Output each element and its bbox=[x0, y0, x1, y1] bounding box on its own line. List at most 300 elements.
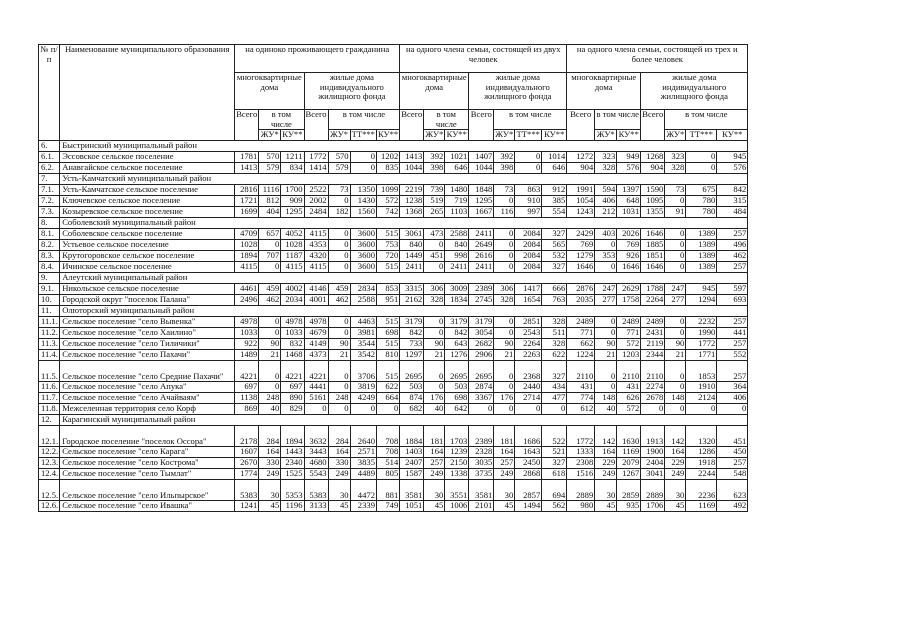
value-cell: 863 bbox=[515, 185, 542, 196]
value-cell: 21 bbox=[259, 350, 281, 361]
value-cell: 265 bbox=[424, 207, 445, 218]
value-cell: 0 bbox=[717, 404, 748, 415]
header-individual: жилые дома индивидуального жилищного фонда bbox=[469, 73, 567, 110]
value-cell: 257 bbox=[424, 458, 445, 469]
value-cell: 4249 bbox=[350, 393, 376, 404]
value-cell: 1295 bbox=[469, 196, 494, 207]
value-cell: 576 bbox=[617, 163, 641, 174]
value-cell: 4146 bbox=[304, 284, 328, 295]
value-cell: 30 bbox=[665, 480, 686, 501]
value-cell: 90 bbox=[595, 339, 617, 350]
value-cell: 4463 bbox=[350, 317, 376, 328]
value-cell: 2404 bbox=[641, 458, 665, 469]
value-cell: 2489 bbox=[641, 317, 665, 328]
value-cell: 392 bbox=[494, 152, 515, 163]
table-row bbox=[39, 328, 748, 339]
value-cell: 73 bbox=[494, 185, 515, 196]
value-cell: 0 bbox=[424, 262, 445, 273]
value-cell: 0 bbox=[686, 404, 717, 415]
value-cell: 473 bbox=[424, 229, 445, 240]
value-cell: 1667 bbox=[469, 207, 494, 218]
value-cell: 1413 bbox=[400, 152, 424, 163]
value-cell: 2411 bbox=[445, 262, 469, 273]
value-cell: 881 bbox=[376, 480, 399, 501]
value-cell: 835 bbox=[376, 163, 399, 174]
value-cell: 780 bbox=[686, 196, 717, 207]
value-cell: 682 bbox=[400, 404, 424, 415]
value-cell: 0 bbox=[494, 328, 515, 339]
value-cell: 257 bbox=[717, 317, 748, 328]
value-cell: 2889 bbox=[567, 480, 595, 501]
value-cell: 0 bbox=[350, 163, 376, 174]
value-cell: 2649 bbox=[469, 240, 494, 251]
value-cell: 622 bbox=[376, 382, 399, 393]
value-cell: 1758 bbox=[617, 295, 641, 306]
value-cell: 2110 bbox=[617, 361, 641, 382]
value-cell: 229 bbox=[595, 458, 617, 469]
value-cell: 1788 bbox=[641, 284, 665, 295]
value-cell: 0 bbox=[424, 317, 445, 328]
value-cell: 327 bbox=[542, 458, 567, 469]
value-cell: 484 bbox=[717, 207, 748, 218]
header-incl: в том числе bbox=[494, 110, 567, 130]
value-cell: 4221 bbox=[281, 361, 304, 382]
header-incl: в том числе bbox=[424, 110, 469, 130]
row-number: 7.2. bbox=[39, 196, 60, 207]
value-cell: 1494 bbox=[515, 501, 542, 512]
header-individual: жилые дома индивидуального жилищного фонда bbox=[304, 73, 400, 110]
value-cell: 1884 bbox=[400, 426, 424, 447]
value-cell: 0 bbox=[328, 240, 350, 251]
value-cell: 1430 bbox=[350, 196, 376, 207]
header-zhu: ЖУ* bbox=[328, 130, 350, 141]
value-cell: 247 bbox=[595, 284, 617, 295]
row-number: 11.8. bbox=[39, 404, 60, 415]
value-cell: 327 bbox=[542, 262, 567, 273]
value-cell: 1028 bbox=[235, 240, 259, 251]
value-cell: 1703 bbox=[445, 426, 469, 447]
value-cell: 0 bbox=[515, 152, 542, 163]
value-cell: 0 bbox=[350, 152, 376, 163]
value-cell: 249 bbox=[494, 469, 515, 480]
value-cell: 0 bbox=[328, 361, 350, 382]
header-zhu: ЖУ* bbox=[595, 130, 617, 141]
value-cell: 664 bbox=[376, 393, 399, 404]
value-cell: 2110 bbox=[641, 361, 665, 382]
value-cell: 0 bbox=[542, 404, 567, 415]
value-cell: 2859 bbox=[617, 480, 641, 501]
value-cell: 1851 bbox=[641, 251, 665, 262]
value-cell: 1587 bbox=[400, 469, 424, 480]
value-cell: 181 bbox=[424, 426, 445, 447]
table-row bbox=[39, 240, 748, 251]
value-cell: 459 bbox=[259, 284, 281, 295]
value-cell: 697 bbox=[235, 382, 259, 393]
value-cell: 0 bbox=[665, 196, 686, 207]
row-number: 6. bbox=[39, 141, 60, 152]
value-cell: 2236 bbox=[686, 480, 717, 501]
value-cell: 1368 bbox=[400, 207, 424, 218]
value-cell: 5543 bbox=[304, 469, 328, 480]
value-cell: 5353 bbox=[281, 480, 304, 501]
table-row bbox=[39, 185, 748, 196]
value-cell: 707 bbox=[259, 251, 281, 262]
value-cell: 1630 bbox=[617, 426, 641, 447]
value-cell: 0 bbox=[595, 361, 617, 382]
value-cell: 1721 bbox=[235, 196, 259, 207]
value-cell: 4978 bbox=[235, 317, 259, 328]
value-cell: 40 bbox=[424, 404, 445, 415]
value-cell: 30 bbox=[259, 480, 281, 501]
header-group-single: на одиноко проживающего гражданина bbox=[235, 45, 400, 73]
table-row bbox=[39, 350, 748, 361]
value-cell: 249 bbox=[595, 469, 617, 480]
value-cell: 2431 bbox=[641, 328, 665, 339]
value-cell: 277 bbox=[665, 295, 686, 306]
value-cell: 1033 bbox=[281, 328, 304, 339]
value-cell: 1643 bbox=[515, 447, 542, 458]
value-cell: 926 bbox=[617, 251, 641, 262]
row-number: 9.1. bbox=[39, 284, 60, 295]
row-number: 11.1. bbox=[39, 317, 60, 328]
value-cell: 3009 bbox=[445, 284, 469, 295]
value-cell: 1646 bbox=[617, 262, 641, 273]
value-cell: 769 bbox=[617, 240, 641, 251]
value-cell: 330 bbox=[259, 458, 281, 469]
value-cell: 2389 bbox=[469, 284, 494, 295]
value-cell: 0 bbox=[328, 328, 350, 339]
value-cell: 73 bbox=[665, 185, 686, 196]
value-cell: 90 bbox=[494, 339, 515, 350]
value-cell: 21 bbox=[328, 350, 350, 361]
value-cell: 249 bbox=[665, 469, 686, 480]
value-cell: 0 bbox=[686, 163, 717, 174]
value-cell: 4978 bbox=[281, 317, 304, 328]
value-cell: 2489 bbox=[617, 317, 641, 328]
settlement-name: Сельское поселение "село Ачайваям" bbox=[60, 393, 235, 404]
value-cell: 2543 bbox=[515, 328, 542, 339]
district-name: Быстринский муниципальный район bbox=[60, 141, 748, 152]
value-cell: 4680 bbox=[304, 458, 328, 469]
value-cell: 1294 bbox=[686, 295, 717, 306]
value-cell: 698 bbox=[445, 393, 469, 404]
value-cell: 642 bbox=[445, 404, 469, 415]
table-row bbox=[39, 295, 748, 306]
value-cell: 3581 bbox=[469, 480, 494, 501]
value-cell: 2344 bbox=[641, 350, 665, 361]
row-number: 12.3. bbox=[39, 458, 60, 469]
value-cell: 164 bbox=[595, 447, 617, 458]
table-row bbox=[39, 262, 748, 273]
value-cell: 306 bbox=[494, 284, 515, 295]
value-cell: 3600 bbox=[350, 240, 376, 251]
value-cell: 450 bbox=[717, 447, 748, 458]
value-cell: 2034 bbox=[281, 295, 304, 306]
value-cell: 1772 bbox=[304, 152, 328, 163]
value-cell: 1607 bbox=[235, 447, 259, 458]
value-cell: 0 bbox=[494, 240, 515, 251]
value-cell: 1407 bbox=[469, 152, 494, 163]
value-cell: 1853 bbox=[686, 361, 717, 382]
table-row bbox=[39, 339, 748, 350]
row-number: 7.3. bbox=[39, 207, 60, 218]
value-cell: 229 bbox=[665, 458, 686, 469]
value-cell: 2629 bbox=[617, 284, 641, 295]
value-cell: 4353 bbox=[304, 240, 328, 251]
value-cell: 1706 bbox=[641, 501, 665, 512]
value-cell: 2084 bbox=[515, 229, 542, 240]
table-row bbox=[39, 152, 748, 163]
value-cell: 4320 bbox=[304, 251, 328, 262]
value-cell: 45 bbox=[595, 501, 617, 512]
value-cell: 3600 bbox=[350, 251, 376, 262]
value-cell: 0 bbox=[259, 240, 281, 251]
value-cell: 2084 bbox=[515, 262, 542, 273]
value-cell: 353 bbox=[595, 251, 617, 262]
value-cell: 2244 bbox=[686, 469, 717, 480]
value-cell: 1990 bbox=[686, 328, 717, 339]
value-cell: 519 bbox=[424, 196, 445, 207]
settlement-name: Сельское поселение "село Хаилино" bbox=[60, 328, 235, 339]
value-cell: 0 bbox=[595, 328, 617, 339]
value-cell: 698 bbox=[376, 328, 399, 339]
value-cell: 5383 bbox=[235, 480, 259, 501]
value-cell: 459 bbox=[328, 284, 350, 295]
value-cell: 749 bbox=[376, 501, 399, 512]
value-cell: 1099 bbox=[376, 185, 399, 196]
value-cell: 45 bbox=[328, 501, 350, 512]
value-cell: 3600 bbox=[350, 262, 376, 273]
value-cell: 840 bbox=[400, 240, 424, 251]
value-cell: 2714 bbox=[515, 393, 542, 404]
value-cell: 3981 bbox=[350, 328, 376, 339]
value-cell: 1646 bbox=[641, 262, 665, 273]
value-cell: 2150 bbox=[445, 458, 469, 469]
header-zhu: ЖУ* bbox=[666, 129, 685, 140]
value-cell: 771 bbox=[567, 328, 595, 339]
value-cell: 4472 bbox=[350, 480, 376, 501]
section-row bbox=[39, 141, 748, 152]
value-cell: 3835 bbox=[350, 458, 376, 469]
value-cell: 2035 bbox=[567, 295, 595, 306]
value-cell: 1138 bbox=[235, 393, 259, 404]
value-cell: 511 bbox=[542, 328, 567, 339]
value-cell: 1211 bbox=[281, 152, 304, 163]
value-cell: 21 bbox=[494, 350, 515, 361]
value-cell: 2411 bbox=[469, 229, 494, 240]
row-number: 11.4. bbox=[39, 350, 60, 361]
value-cell: 2906 bbox=[469, 350, 494, 361]
value-cell: 164 bbox=[259, 447, 281, 458]
value-cell: 248 bbox=[259, 393, 281, 404]
value-cell: 477 bbox=[542, 393, 567, 404]
value-cell: 2695 bbox=[445, 361, 469, 382]
value-cell: 1417 bbox=[515, 284, 542, 295]
row-number: 8.3. bbox=[39, 251, 60, 262]
value-cell: 1350 bbox=[350, 185, 376, 196]
value-cell: 693 bbox=[717, 295, 748, 306]
value-cell: 623 bbox=[717, 480, 748, 501]
value-cell: 2411 bbox=[400, 262, 424, 273]
value-cell: 1320 bbox=[686, 426, 717, 447]
value-cell: 462 bbox=[328, 295, 350, 306]
value-cell: 904 bbox=[641, 163, 665, 174]
value-cell: 323 bbox=[665, 152, 686, 163]
value-cell: 148 bbox=[595, 393, 617, 404]
value-cell: 2695 bbox=[469, 361, 494, 382]
value-cell: 572 bbox=[617, 404, 641, 415]
value-cell: 1389 bbox=[686, 251, 717, 262]
value-cell: 0 bbox=[494, 361, 515, 382]
row-number: 8.2. bbox=[39, 240, 60, 251]
value-cell: 2484 bbox=[304, 207, 328, 218]
value-cell: 249 bbox=[424, 469, 445, 480]
value-cell: 0 bbox=[469, 404, 494, 415]
value-cell: 277 bbox=[595, 295, 617, 306]
value-cell: 708 bbox=[376, 426, 399, 447]
value-cell: 4002 bbox=[281, 284, 304, 295]
value-cell: 1044 bbox=[469, 163, 494, 174]
header-ku: КУ** bbox=[377, 129, 399, 140]
value-cell: 1054 bbox=[567, 196, 595, 207]
value-cell: 398 bbox=[494, 163, 515, 174]
value-cell: 1403 bbox=[400, 447, 424, 458]
header-ku: КУ** bbox=[618, 129, 639, 140]
value-cell: 1095 bbox=[641, 196, 665, 207]
value-cell: 622 bbox=[542, 350, 567, 361]
district-name: Олюторский муниципальный район bbox=[60, 306, 748, 317]
value-cell: 1654 bbox=[515, 295, 542, 306]
value-cell: 4115 bbox=[304, 229, 328, 240]
document-page bbox=[38, 44, 748, 512]
value-cell: 21 bbox=[665, 350, 686, 361]
value-cell: 1646 bbox=[567, 262, 595, 273]
district-name: Соболевский муниципальный район bbox=[60, 218, 748, 229]
value-cell: 1021 bbox=[445, 152, 469, 163]
value-cell: 45 bbox=[424, 501, 445, 512]
value-cell: 0 bbox=[424, 328, 445, 339]
value-cell: 406 bbox=[595, 196, 617, 207]
value-cell: 3551 bbox=[445, 480, 469, 501]
value-cell: 2450 bbox=[515, 458, 542, 469]
district-name: Карагинский муниципальный район bbox=[60, 415, 748, 426]
value-cell: 1918 bbox=[686, 458, 717, 469]
value-cell: 4115 bbox=[304, 262, 328, 273]
value-cell: 212 bbox=[595, 207, 617, 218]
table-row bbox=[39, 317, 748, 328]
value-cell: 842 bbox=[717, 185, 748, 196]
value-cell: 0 bbox=[424, 240, 445, 251]
value-cell: 753 bbox=[376, 240, 399, 251]
value-cell: 2640 bbox=[350, 426, 376, 447]
value-cell: 73 bbox=[328, 185, 350, 196]
section-row bbox=[39, 415, 748, 426]
settlement-name: Сельское поселение "село Кострома" bbox=[60, 458, 235, 469]
value-cell: 1286 bbox=[686, 447, 717, 458]
header-total: Всего bbox=[400, 110, 424, 141]
value-cell: 0 bbox=[424, 382, 445, 393]
value-cell: 780 bbox=[686, 207, 717, 218]
value-cell: 40 bbox=[259, 404, 281, 415]
value-cell: 3315 bbox=[400, 284, 424, 295]
value-cell: 1169 bbox=[686, 501, 717, 512]
value-cell: 247 bbox=[665, 284, 686, 295]
value-cell: 1338 bbox=[445, 469, 469, 480]
value-cell: 0 bbox=[259, 328, 281, 339]
value-cell: 257 bbox=[717, 361, 748, 382]
value-cell: 0 bbox=[665, 317, 686, 328]
value-cell: 675 bbox=[686, 185, 717, 196]
settlement-name: Сельское поселение "село Ильпырское" bbox=[60, 480, 235, 501]
value-cell: 431 bbox=[617, 382, 641, 393]
value-cell: 769 bbox=[567, 240, 595, 251]
value-cell: 4489 bbox=[350, 469, 376, 480]
value-cell: 4709 bbox=[235, 229, 259, 240]
value-cell: 0 bbox=[515, 163, 542, 174]
value-cell: 643 bbox=[445, 339, 469, 350]
value-cell: 812 bbox=[259, 196, 281, 207]
value-cell: 2264 bbox=[515, 339, 542, 350]
value-cell: 2616 bbox=[469, 251, 494, 262]
header-group-three: на одного члена семьи, состоящей из трех и более человек bbox=[567, 45, 748, 73]
value-cell: 646 bbox=[542, 163, 567, 174]
value-cell: 434 bbox=[542, 382, 567, 393]
value-cell: 594 bbox=[595, 185, 617, 196]
header-total: Всего bbox=[235, 110, 259, 141]
value-cell: 805 bbox=[376, 469, 399, 480]
value-cell: 771 bbox=[617, 328, 641, 339]
value-cell: 0 bbox=[494, 382, 515, 393]
value-cell: 874 bbox=[400, 393, 424, 404]
row-number: 12.4. bbox=[39, 469, 60, 480]
value-cell: 30 bbox=[328, 480, 350, 501]
settlement-name: Эссовское сельское поселение bbox=[60, 152, 235, 163]
value-cell: 90 bbox=[259, 339, 281, 350]
value-cell: 532 bbox=[542, 251, 567, 262]
header-incl: в том числе bbox=[259, 110, 304, 130]
value-cell: 522 bbox=[542, 426, 567, 447]
value-cell: 515 bbox=[376, 317, 399, 328]
value-cell: 1295 bbox=[281, 207, 304, 218]
value-cell: 1333 bbox=[567, 447, 595, 458]
value-cell: 0 bbox=[494, 404, 515, 415]
header-total: Всего bbox=[567, 110, 595, 141]
value-cell: 869 bbox=[235, 404, 259, 415]
value-cell: 0 bbox=[259, 361, 281, 382]
value-cell: 2340 bbox=[281, 458, 304, 469]
value-cell: 2874 bbox=[469, 382, 494, 393]
table-row bbox=[39, 361, 748, 382]
value-cell: 3035 bbox=[469, 458, 494, 469]
row-number: 8.4. bbox=[39, 262, 60, 273]
value-cell: 176 bbox=[494, 393, 515, 404]
value-cell: 1033 bbox=[235, 328, 259, 339]
value-cell: 1772 bbox=[686, 339, 717, 350]
value-cell: 2588 bbox=[445, 229, 469, 240]
value-cell: 935 bbox=[617, 501, 641, 512]
value-cell: 1389 bbox=[686, 262, 717, 273]
value-cell: 91 bbox=[665, 207, 686, 218]
value-cell: 922 bbox=[235, 339, 259, 350]
value-cell: 2219 bbox=[400, 185, 424, 196]
value-cell: 708 bbox=[376, 447, 399, 458]
value-cell: 570 bbox=[259, 152, 281, 163]
value-cell: 1413 bbox=[235, 163, 259, 174]
value-cell: 4679 bbox=[304, 328, 328, 339]
value-cell: 45 bbox=[665, 501, 686, 512]
value-cell: 646 bbox=[445, 163, 469, 174]
value-cell: 1238 bbox=[400, 196, 424, 207]
